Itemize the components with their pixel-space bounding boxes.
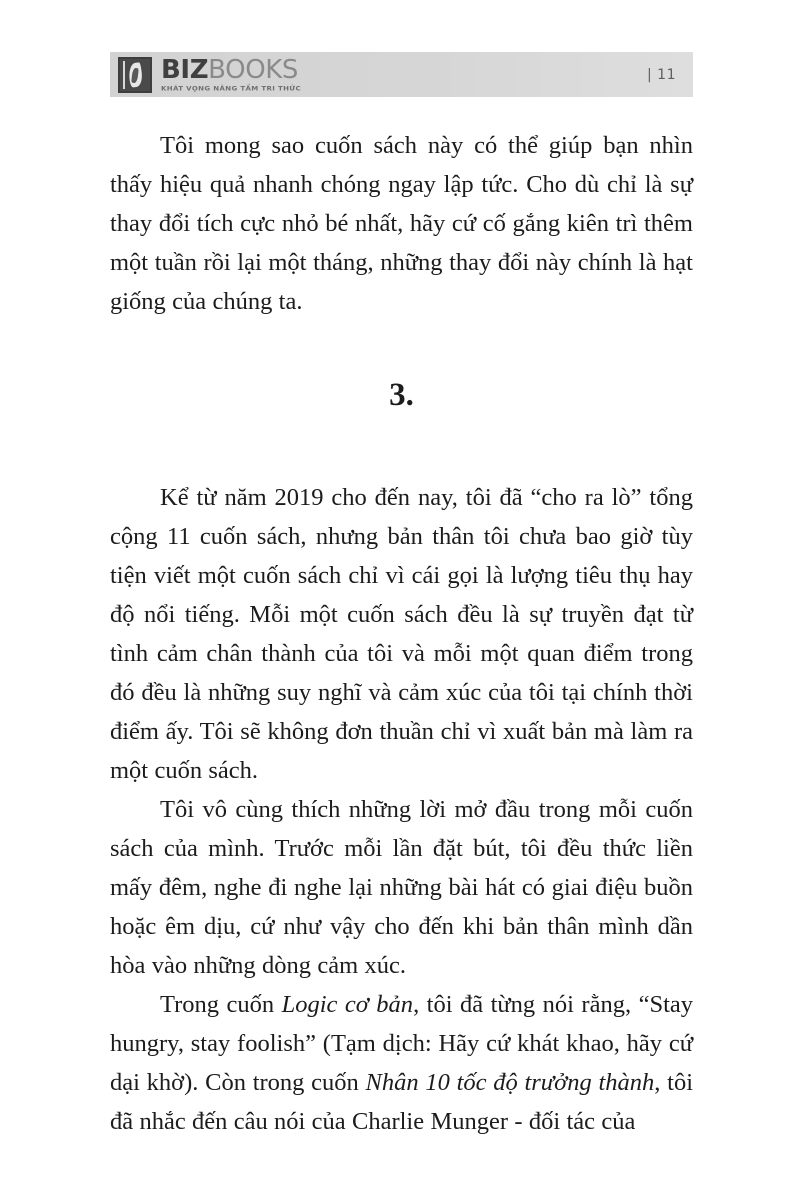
publisher-logo — [110, 54, 301, 93]
paragraph-4 — [110, 985, 693, 1141]
paragraph-4-text-3: , tôi đã nhắc đến câu nói của Charlie Munger - đối tác của — [110, 1069, 693, 1135]
paragraph-4-text-1: Trong cuốn — [160, 991, 282, 1018]
page-body — [110, 126, 693, 1141]
paragraph-2: Kể từ năm 2019 cho đến nay, tôi đã “cho ra lò” tổng cộng 11 cuốn sách, nhưng bản thân tôi chưa bao giờ tùy tiện viết một cuốn sách chỉ vì cái gọi là lượng tiêu thụ hay độ nổi tiếng. Mỗi một cuốn sách đều là sự truyền đạt từ tình cảm chân thành của tôi và mỗi một quan điểm trong đó đều là những suy nghĩ và cảm xúc của tôi tại chính thời điểm ấy. Tôi sẽ không đơn thuần chỉ vì xuất bản mà làm ra một cuốn sách. — [110, 484, 693, 784]
logo-word-primary: BIZ — [161, 54, 209, 85]
book-title-logic-co-ban: Logic cơ bản — [281, 991, 414, 1018]
section-number-heading: 3. — [389, 377, 414, 413]
paragraph-1: Tôi mong sao cuốn sách này có thể giúp bạn nhìn thấy hiệu quả nhanh chóng ngay lập tức. Cho dù chỉ là sự thay đổi tích cực nhỏ bé nhất, hãy cứ cố gắng kiên trì thêm một tuần rồi lại một tháng, những thay đổi này chính là hạt giống của chúng ta. — [110, 132, 693, 315]
paragraph-4-text-2: , tôi đã từng nói rằng, “Stay hungry, stay foolish” (Tạm dịch: Hãy cứ khát khao, hãy cứ dại khờ). Còn trong cuốn — [110, 991, 693, 1096]
paragraph-3: Tôi vô cùng thích những lời mở đầu trong mỗi cuốn sách của mình. Trước mỗi lần đặt bút, tôi đều thức liền mấy đêm, nghe đi nghe lại những bài hát có giai điệu buồn hoặc êm dịu, cứ như vậy cho đến khi bản thân mình dần hòa vào những dòng cảm xúc. — [110, 796, 693, 979]
book-title-nhan-10-toc-do-truong-thanh: Nhân 10 tốc độ trưởng thành — [365, 1069, 655, 1096]
book-flame-logo-icon — [118, 57, 152, 93]
running-header — [110, 52, 693, 97]
logo-spine-shape — [123, 61, 125, 89]
logo-word-secondary: BOOKS — [208, 54, 299, 85]
logo-wordmark — [161, 54, 301, 93]
page-number: | 11 — [647, 66, 676, 83]
logo-word-row — [161, 54, 301, 85]
logo-tagline: KHÁT VỌNG NÂNG TẦM TRI THỨC — [161, 84, 301, 92]
